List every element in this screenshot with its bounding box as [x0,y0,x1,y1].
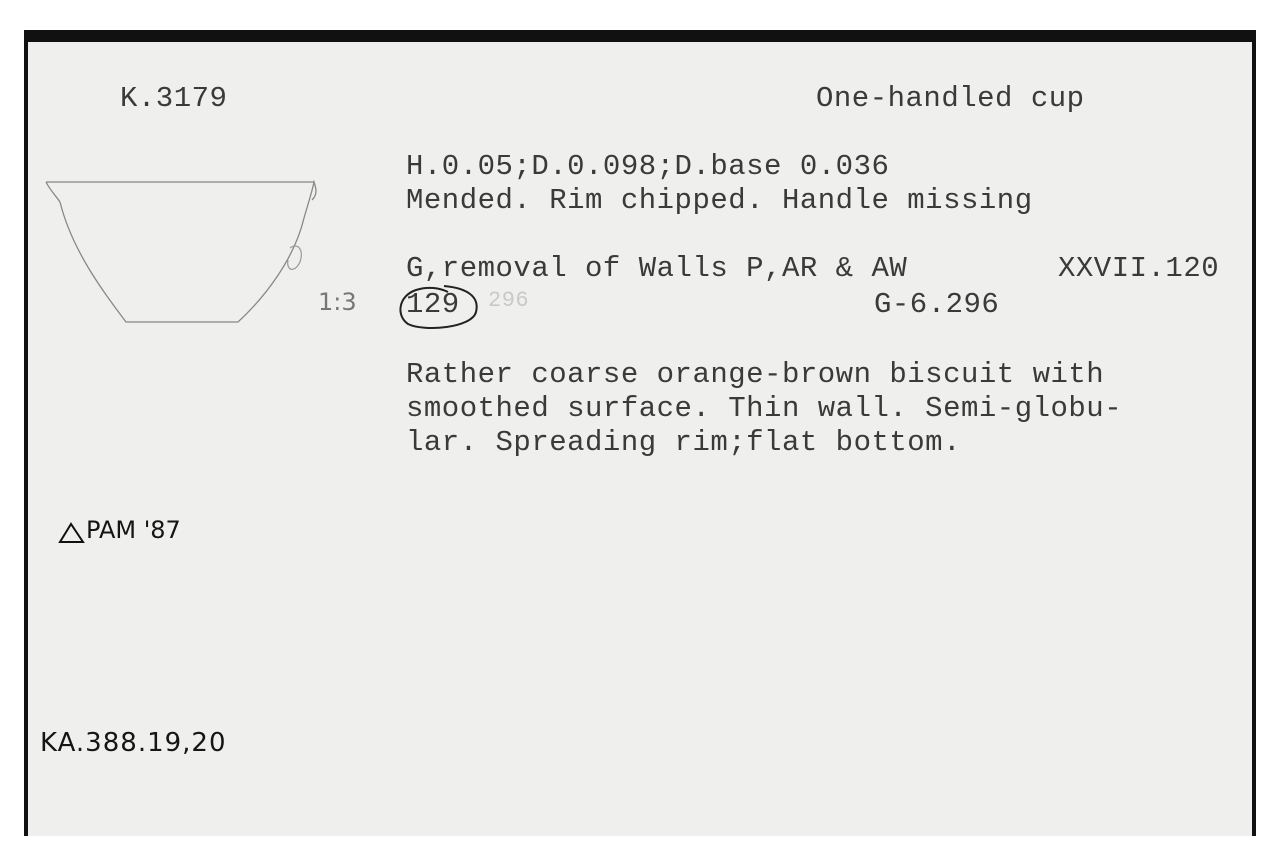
inventory-reference: G-6.296 [874,288,1000,321]
pam-note: PAM '87 [86,516,181,544]
triangle-mark [56,520,86,546]
description-line-3: lar. Spreading rim;flat bottom. [406,426,961,459]
circled-number: 129 [406,288,460,321]
condition: Mended. Rim chipped. Handle missing [406,184,1033,217]
description-line-1: Rather coarse orange-brown biscuit with [406,358,1105,391]
context-reference: XXVII.120 [1058,252,1220,285]
circle-mark [394,282,484,334]
faint-number: 296 [488,288,530,313]
object-name: One-handled cup [816,82,1085,115]
ka-reference: KA.388.19,20 [40,728,227,758]
catalog-number: K.3179 [120,82,228,115]
catalog-card [24,30,1256,836]
cup-profile-drawing [42,170,342,340]
description-line-2: smoothed surface. Thin wall. Semi-globu- [406,392,1123,425]
drawing-scale: 1:3 [318,288,357,316]
find-context: G,removal of Walls P,AR & AW [406,252,908,285]
dimensions: H.0.05;D.0.098;D.base 0.036 [406,150,890,183]
